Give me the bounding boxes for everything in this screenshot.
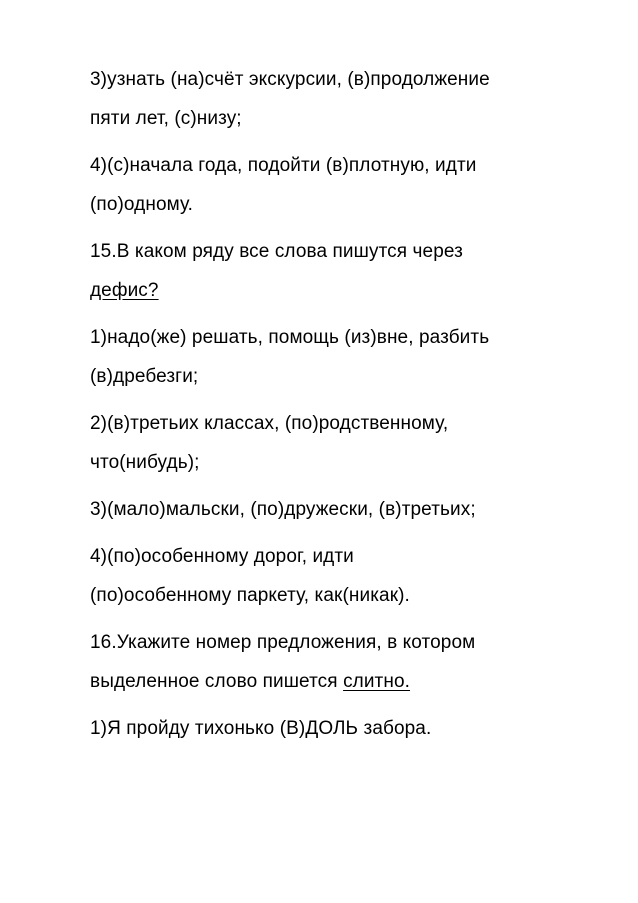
underlined-keyword: дефис? — [90, 280, 159, 301]
answer-option-1-q15 — [90, 318, 600, 396]
text-line: 4)(по)особенному дорог, идти — [90, 546, 354, 567]
text-line: 3)(мало)мальски, (по)дружески, (в)третьих; — [90, 499, 476, 520]
text-line: пяти лет, (с)низу; — [90, 108, 242, 129]
answer-option-3-q14 — [90, 60, 600, 138]
question-16 — [90, 623, 600, 701]
text-line: (в)дребезги; — [90, 366, 199, 387]
question-text: 16.Укажите номер предложения, в котором — [90, 632, 476, 653]
question-text-prefix: выделенное слово пишется — [90, 671, 344, 692]
text-line: (по)особенному паркету, как(никак). — [90, 585, 410, 606]
text-line: 2)(в)третьих классах, (по)родственному, — [90, 413, 449, 434]
question-text: 15.В каком ряду все слова пишутся через — [90, 241, 463, 262]
question-15 — [90, 232, 600, 310]
answer-option-1-q16 — [90, 709, 600, 748]
question-text-line-2 — [90, 662, 600, 701]
question-text-line-2 — [90, 271, 600, 310]
text-line: 3)узнать (на)счёт экскурсии, (в)продолжение — [90, 69, 490, 90]
text-line: 1)Я пройду тихонько (В)ДОЛЬ забора. — [90, 718, 432, 739]
text-line: что(нибудь); — [90, 452, 200, 473]
text-line: 4)(с)начала года, подойти (в)плотную, идти — [90, 155, 477, 176]
answer-option-4-q14 — [90, 146, 600, 224]
text-line: (по)одному. — [90, 194, 194, 215]
answer-option-4-q15 — [90, 537, 600, 615]
text-line: 1)надо(же) решать, помощь (из)вне, разбить — [90, 327, 490, 348]
document-body — [90, 60, 600, 756]
answer-option-2-q15 — [90, 404, 600, 482]
answer-option-3-q15 — [90, 490, 600, 529]
underlined-keyword: слитно. — [343, 671, 411, 692]
